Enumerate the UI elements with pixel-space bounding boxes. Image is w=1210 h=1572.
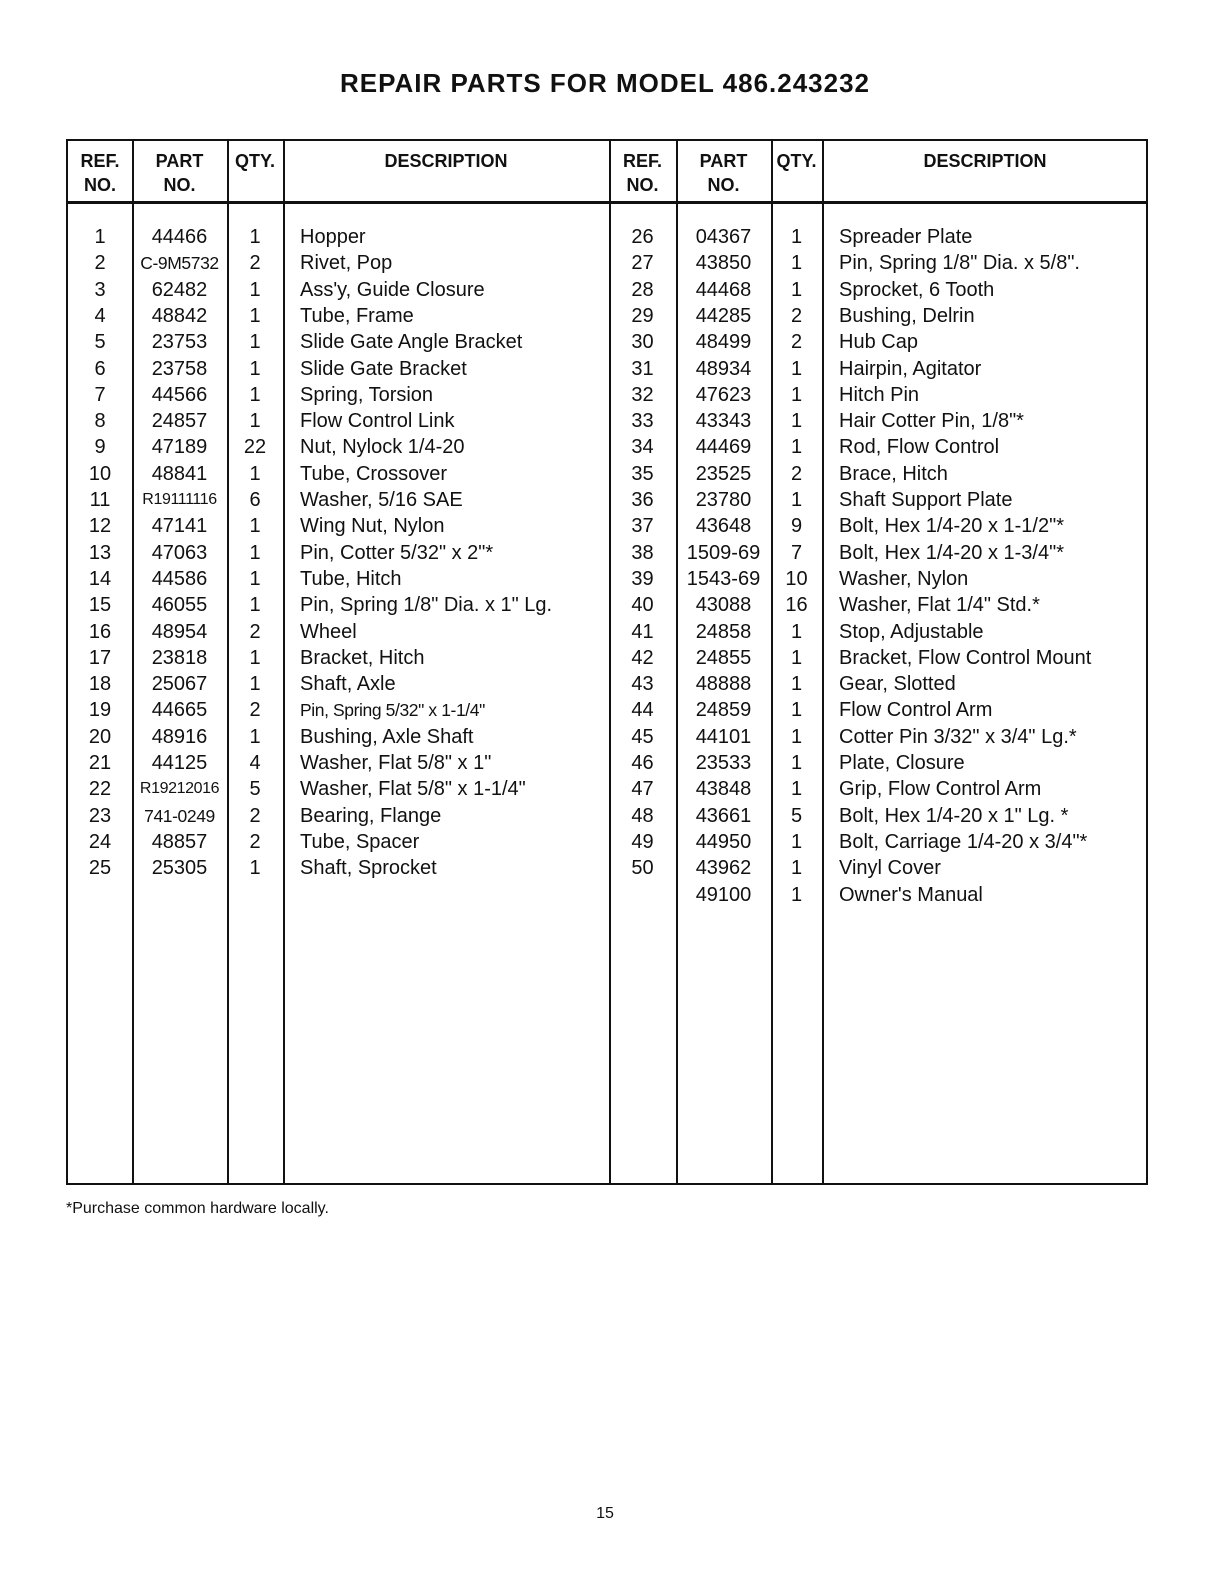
table-row [68,487,1146,513]
ref-no-cell: 40 [631,594,654,617]
part-no-cell: 23753 [151,331,208,354]
description-cell: Washer, 5/16 SAE [300,489,463,511]
description-cell: Pin, Spring 5/32" x 1-1/4" [300,700,485,721]
description-cell: Rivet, Pop [300,252,393,275]
description-cell: Bracket, Hitch [300,646,425,669]
description-cell: Nut, Nylock 1/4-20 [300,436,465,459]
qty-cell: 1 [249,857,261,880]
description-cell: Flow Control Arm [839,699,993,722]
table-row [68,566,1146,592]
ref-no-cell: 8 [94,410,106,433]
table-row [68,724,1146,750]
qty-cell: 1 [790,383,803,406]
description-cell: Tube, Hitch [300,567,402,590]
table-row [68,829,1146,855]
qty-cell: 1 [790,857,803,880]
table-row [68,803,1146,829]
ref-no-cell: 23 [88,804,112,827]
description-cell: Bushing, Delrin [839,304,975,327]
ref-no-cell: 14 [88,567,112,590]
description-cell: Hopper [300,226,366,248]
qty-cell: 1 [249,673,261,696]
qty-cell: 1 [790,699,803,722]
ref-no-cell: 16 [88,620,112,643]
part-no-cell: 48934 [695,357,752,380]
ref-no-cell: 46 [631,752,654,774]
ref-no-cell: 19 [88,699,112,722]
part-no-cell: 44125 [151,752,208,774]
description-cell: Slide Gate Bracket [300,357,467,380]
part-no-cell: 47189 [151,436,208,459]
ref-no-cell: 29 [631,304,654,327]
ref-no-cell: 50 [631,857,654,880]
description-cell: Shaft, Axle [300,673,396,696]
part-no-cell: 23758 [151,357,208,380]
ref-no-cell: 6 [94,357,106,380]
part-no-cell: 24859 [695,699,752,722]
parts-table [66,139,1148,1185]
part-no-cell: 24858 [695,620,752,643]
header-part-line2: NO. [707,175,740,195]
part-no-cell: 49100 [695,883,752,906]
ref-no-cell: 39 [631,567,654,590]
ref-no-cell: 35 [631,462,654,485]
header-ref-line2: NO. [83,175,116,195]
qty-cell: 1 [249,331,261,354]
qty-cell: 22 [243,436,267,459]
description-cell: Wheel [300,620,357,643]
qty-cell: 5 [790,804,803,827]
qty-cell: 2 [790,331,803,354]
header-description: DESCRIPTION [923,151,1047,171]
table-row [68,619,1146,645]
ref-no-cell: 42 [631,646,654,669]
qty-cell: 2 [249,804,261,827]
ref-no-cell: 33 [631,410,654,433]
qty-cell: 2 [249,620,261,643]
part-no-cell: 44468 [695,278,752,301]
ref-no-cell: 31 [631,357,654,380]
header-part-line1: PART [699,151,748,171]
part-no-cell: 43848 [695,778,752,801]
description-cell: Hitch Pin [839,383,920,406]
description-cell: Brace, Hitch [839,462,948,485]
description-cell: Bolt, Hex 1/4-20 x 1-3/4"* [839,541,1064,564]
part-no-cell: 47141 [151,515,208,538]
table-row [68,645,1146,671]
table-row [68,776,1146,802]
header-divider [68,201,1146,204]
ref-no-cell: 9 [94,436,106,459]
part-no-cell: 44469 [695,436,752,459]
ref-no-cell: 20 [88,725,112,748]
part-no-cell: 43088 [695,594,752,617]
part-no-cell: 44466 [151,226,208,248]
qty-cell: 1 [249,594,261,617]
description-cell: Ass'y, Guide Closure [300,278,485,301]
description-cell: Plate, Closure [839,752,965,774]
description-cell: Washer, Flat 5/8" x 1-1/4" [300,778,526,801]
qty-cell: 2 [790,462,803,485]
qty-cell: 1 [249,462,261,485]
ref-no-cell: 1 [94,226,106,248]
part-no-cell: 23525 [695,462,752,485]
ref-no-cell: 13 [88,541,112,564]
part-no-cell: 04367 [695,226,752,248]
part-no-cell: 24857 [151,410,208,433]
ref-no-cell: 37 [631,515,654,538]
qty-cell: 1 [790,752,803,774]
table-row [68,382,1146,408]
part-no-cell: 46055 [151,594,208,617]
description-cell: Slide Gate Angle Bracket [300,331,523,354]
qty-cell: 1 [249,357,261,380]
description-cell: Owner's Manual [839,883,983,906]
description-cell: Grip, Flow Control Arm [839,778,1042,801]
description-cell: Shaft Support Plate [839,489,1013,511]
description-cell: Pin, Spring 1/8" Dia. x 1" Lg. [300,594,553,617]
part-no-cell: 43962 [695,857,752,880]
ref-no-cell: 32 [631,383,654,406]
qty-cell: 1 [790,410,803,433]
description-cell: Hub Cap [839,331,918,354]
table-row [68,540,1146,566]
part-no-cell: 43661 [695,804,752,827]
page-number: 15 [596,1505,614,1522]
header-part-line2: NO. [163,175,196,195]
part-no-cell: 24855 [695,646,752,669]
qty-cell: 1 [790,357,803,380]
qty-cell: 2 [790,304,803,327]
part-no-cell: 44950 [695,830,752,853]
table-row [68,697,1146,723]
qty-cell: 1 [790,436,803,459]
table-row [68,882,1146,908]
description-cell: Rod, Flow Control [839,436,1000,459]
description-cell: Stop, Adjustable [839,620,984,643]
description-cell: Bolt, Hex 1/4-20 x 1" Lg. * [839,804,1069,827]
qty-cell: 5 [249,778,261,801]
qty-cell: 1 [249,567,261,590]
ref-no-cell: 49 [631,830,654,853]
ref-no-cell: 47 [631,778,654,801]
table-row [68,461,1146,487]
ref-no-cell: 45 [631,725,654,748]
table-row [68,513,1146,539]
description-cell: Bushing, Axle Shaft [300,725,474,748]
ref-no-cell: 24 [88,830,112,853]
description-cell: Spring, Torsion [300,383,434,406]
qty-cell: 10 [785,567,808,590]
qty-cell: 1 [790,489,803,511]
table-row [68,356,1146,382]
description-cell: Bolt, Carriage 1/4-20 x 3/4"* [839,830,1088,853]
qty-cell: 1 [249,278,261,301]
part-no-cell: 23780 [695,489,752,511]
ref-no-cell: 10 [88,462,112,485]
part-no-cell: 44586 [151,567,208,590]
description-cell: Hairpin, Agitator [839,357,982,380]
qty-cell: 1 [790,830,803,853]
header-ref-line1: REF. [80,151,120,171]
ref-no-cell: 12 [88,515,112,538]
ref-no-cell: 2 [94,252,106,275]
qty-cell: 1 [790,226,803,248]
ref-no-cell: 28 [631,278,654,301]
header-part-line1: PART [155,151,204,171]
qty-cell: 9 [790,515,803,538]
ref-no-cell: 38 [631,541,654,564]
table-row [68,855,1146,881]
ref-no-cell: 25 [88,857,112,880]
ref-no-cell: 22 [88,778,112,801]
qty-cell: 1 [249,226,261,248]
part-no-cell: 44566 [151,383,208,406]
ref-no-cell: 17 [88,646,112,669]
part-no-cell: 43648 [695,515,752,538]
header-ref-no [68,149,132,197]
description-cell: Washer, Flat 1/4" Std.* [839,594,1040,617]
qty-cell: 1 [790,252,803,275]
description-cell: Sprocket, 6 Tooth [839,278,995,301]
ref-no-cell: 5 [94,331,106,354]
qty-cell: 1 [790,673,803,696]
description-cell: Washer, Nylon [839,567,969,590]
part-no-cell: 48954 [151,620,208,643]
header-ref-line1: REF. [622,151,662,171]
qty-cell: 4 [249,752,261,774]
description-cell: Bearing, Flange [300,804,442,827]
qty-cell: 1 [790,278,803,301]
part-no-cell: R19212016 [139,780,220,798]
qty-cell: 1 [249,515,261,538]
description-cell: Tube, Frame [300,304,414,327]
qty-cell: 1 [249,410,261,433]
description-cell: Spreader Plate [839,226,973,248]
description-cell: Bracket, Flow Control Mount [839,646,1092,669]
description-cell: Pin, Spring 1/8" Dia. x 5/8". [839,252,1080,275]
ref-no-cell: 36 [631,489,654,511]
ref-no-cell: 27 [631,252,654,275]
header-part-no [676,149,771,197]
part-no-cell: 48857 [151,830,208,853]
header-part-no [132,149,227,197]
ref-no-cell: 30 [631,331,654,354]
part-no-cell: 44665 [151,699,208,722]
header-ref-line2: NO. [626,175,659,195]
description-cell: Tube, Crossover [300,462,448,485]
header-ref-no [609,149,676,197]
description-cell: Bolt, Hex 1/4-20 x 1-1/2"* [839,515,1064,538]
part-no-cell: 44101 [695,725,752,748]
ref-no-cell: 18 [88,673,112,696]
qty-cell: 1 [790,883,803,906]
part-no-cell: 23533 [695,752,752,774]
description-cell: Flow Control Link [300,410,455,433]
part-no-cell: 48916 [151,725,208,748]
ref-no-cell: 11 [89,489,111,511]
part-no-cell: 1543-69 [686,567,761,590]
ref-no-cell: 7 [94,383,106,406]
description-cell: Vinyl Cover [839,857,941,880]
qty-cell: 16 [785,594,808,617]
qty-cell: 2 [249,252,261,275]
description-cell: Wing Nut, Nylon [300,515,445,538]
ref-no-cell: 15 [88,594,112,617]
part-no-cell: 44285 [695,304,752,327]
part-no-cell: R19111116 [142,491,217,508]
table-row [68,224,1146,250]
ref-no-cell: 4 [94,304,106,327]
ref-no-cell: 26 [631,226,654,248]
description-cell: Tube, Spacer [300,830,420,853]
ref-no-cell: 41 [631,620,654,643]
part-no-cell: 48842 [151,304,208,327]
table-row [68,250,1146,276]
part-no-cell: 25305 [151,857,208,880]
qty-cell: 1 [249,541,261,564]
description-cell: Shaft, Sprocket [300,857,437,880]
part-no-cell: 47623 [695,383,752,406]
part-no-cell: 1509-69 [686,541,761,564]
qty-cell: 2 [249,830,261,853]
ref-no-cell: 43 [631,673,654,696]
header-description: DESCRIPTION [384,151,508,171]
ref-no-cell: 44 [631,699,654,722]
header-qty: QTY. [776,151,817,171]
description-cell: Cotter Pin 3/32" x 3/4" Lg.* [839,725,1077,748]
table-row [68,408,1146,434]
description-cell: Washer, Flat 5/8" x 1" [300,752,492,774]
header-qty: QTY. [234,151,275,171]
part-no-cell: 741-0249 [144,805,215,826]
qty-cell: 1 [249,725,261,748]
page-title: REPAIR PARTS FOR MODEL 486.243232 [339,68,871,98]
table-row [68,329,1146,355]
qty-cell: 1 [249,646,261,669]
part-no-cell: 48888 [695,673,752,696]
ref-no-cell: 21 [88,752,112,774]
footnote: *Purchase common hardware locally. [66,1200,329,1217]
table-row [68,592,1146,618]
part-no-cell: 48841 [151,462,208,485]
qty-cell: 1 [249,304,261,327]
part-no-cell: C-9M5732 [140,253,219,274]
part-no-cell: 47063 [151,541,208,564]
ref-no-cell: 48 [631,804,654,827]
qty-cell: 1 [790,725,803,748]
part-no-cell: 23818 [151,646,208,669]
qty-cell: 7 [790,541,803,564]
table-row [68,671,1146,697]
ref-no-cell: 34 [631,436,654,459]
part-no-cell: 48499 [695,331,752,354]
qty-cell: 6 [249,489,261,511]
qty-cell: 1 [790,646,803,669]
part-no-cell: 25067 [151,673,208,696]
table-row [68,303,1146,329]
ref-no-cell: 3 [94,278,106,301]
qty-cell: 1 [790,620,803,643]
table-row [68,277,1146,303]
description-cell: Pin, Cotter 5/32" x 2"* [300,541,494,564]
qty-cell: 1 [790,778,803,801]
part-no-cell: 43850 [695,252,752,275]
part-no-cell: 43343 [695,410,752,433]
description-cell: Gear, Slotted [839,673,956,696]
table-row [68,750,1146,776]
qty-cell: 2 [249,699,261,722]
qty-cell: 1 [249,383,261,406]
part-no-cell: 62482 [151,278,208,301]
description-cell: Hair Cotter Pin, 1/8"* [839,410,1024,433]
table-row [68,434,1146,460]
